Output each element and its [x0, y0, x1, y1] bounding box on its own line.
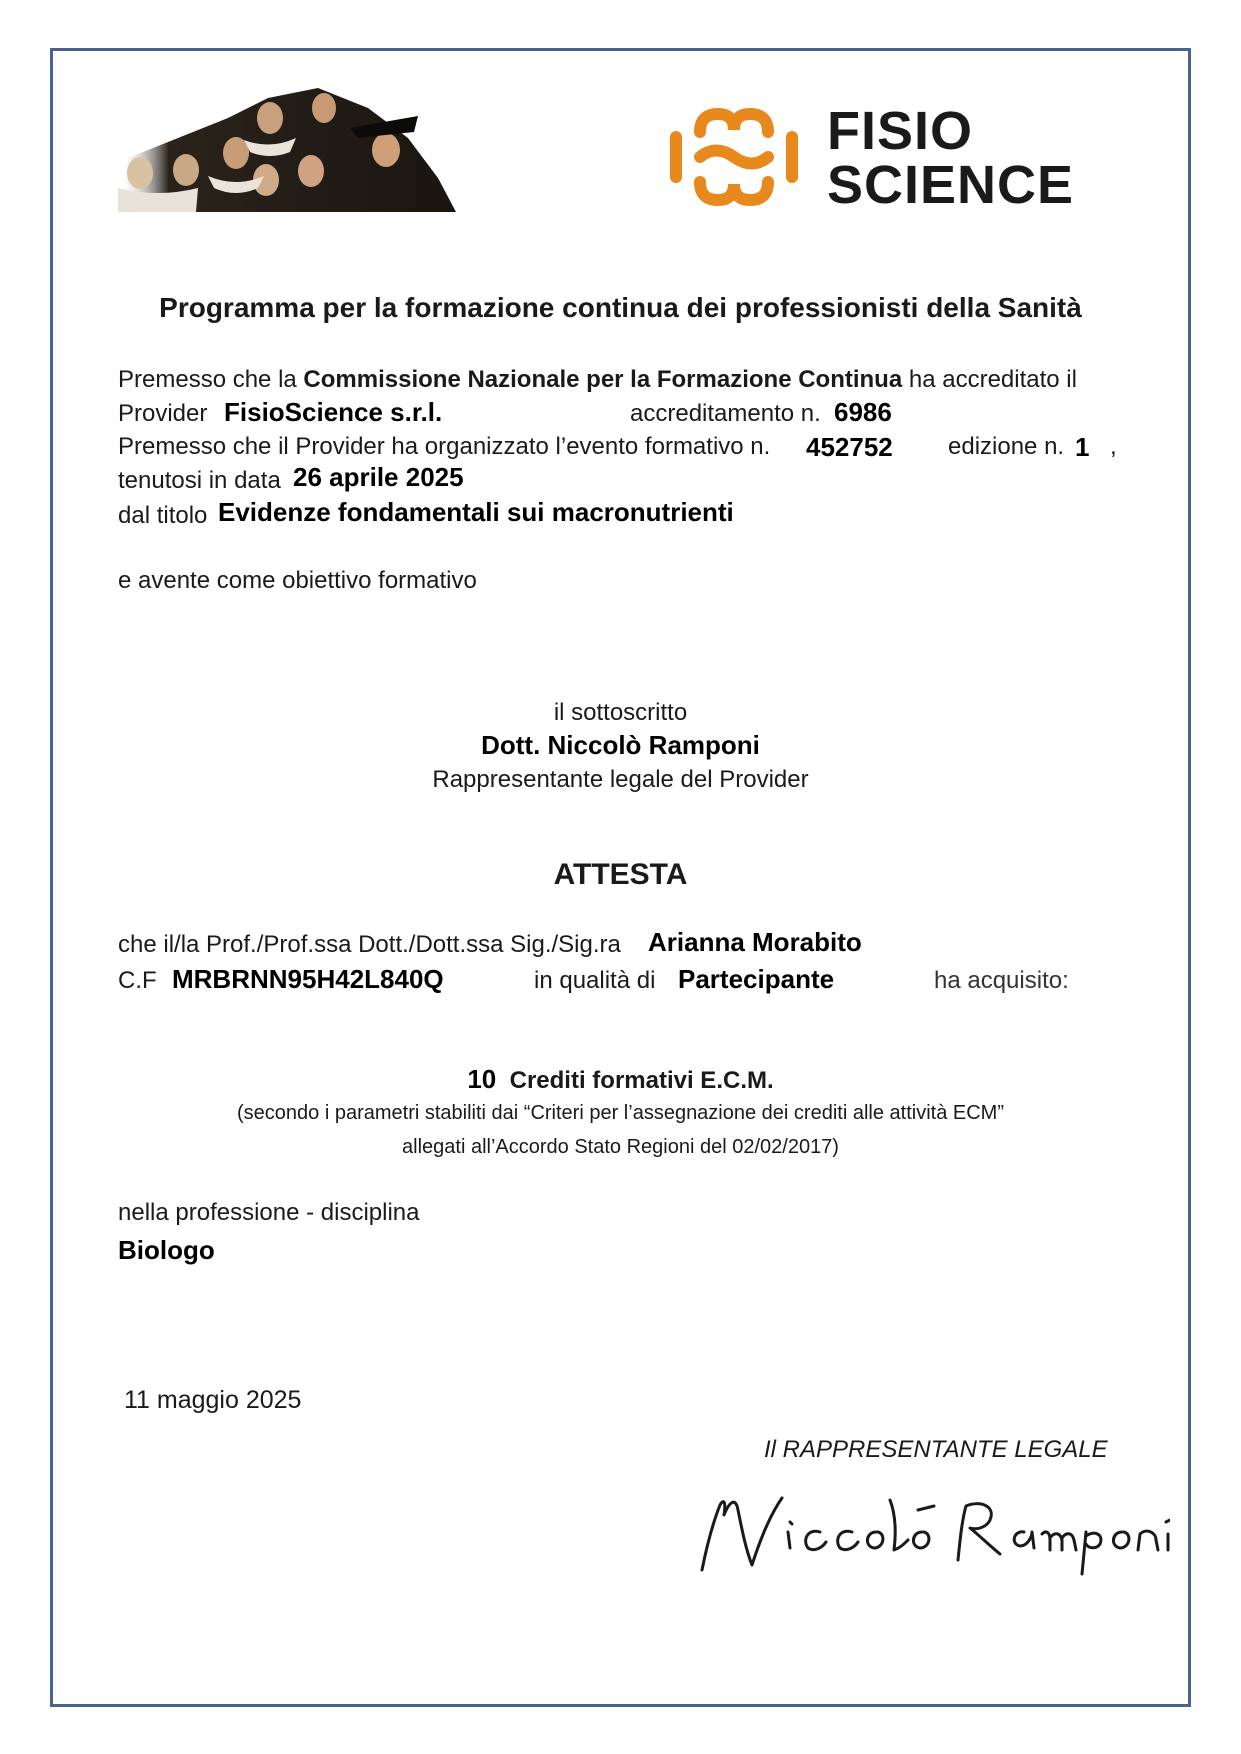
credits-line	[0, 1064, 1241, 1095]
participant-label: che il/la Prof./Prof.ssa Dott./Dott.ssa Sig./Sig.ra	[118, 931, 621, 958]
provider-label: Provider	[118, 400, 208, 427]
premise-suffix: ha accreditato il	[908, 366, 1077, 393]
edition-comma: ,	[1110, 433, 1117, 460]
date-label: tenutosi in data	[118, 467, 281, 494]
event-title-label: dal titolo	[118, 502, 208, 529]
profession-value: Biologo	[118, 1235, 215, 1265]
premise-line1	[118, 366, 1077, 394]
accreditation-label: accreditamento n.	[630, 400, 821, 427]
acquired-label: ha acquisito:	[934, 967, 1069, 994]
signature	[690, 1470, 1170, 1580]
participant-name: Arianna Morabito	[648, 927, 862, 957]
profession-label: nella professione - disciplina	[118, 1199, 420, 1226]
attesta-heading: ATTESTA	[553, 858, 688, 891]
premise-prefix: Premesso che la	[118, 366, 297, 393]
credits-note-1: (secondo i parametri stabiliti dai “Criteri per l’assegnazione dei crediti alle attività ECM”	[237, 1102, 1004, 1124]
issue-date: 11 maggio 2025	[124, 1386, 302, 1414]
fiscal-code: MRBRNN95H42L840Q	[172, 964, 444, 994]
edition-label: edizione n.	[948, 433, 1065, 460]
credits-note-2: allegati all’Accordo Stato Regioni del 02/02/2017)	[402, 1136, 839, 1158]
objective-label: e avente come obiettivo formativo	[118, 567, 477, 594]
signatory-intro: il sottoscritto	[553, 699, 688, 726]
participant-quality: Partecipante	[678, 964, 835, 994]
edition-number: 1	[1075, 432, 1090, 462]
legal-representative-label: Il RAPPRESENTANTE LEGALE	[764, 1436, 1108, 1463]
commission-name: Commissione Nazionale per la Formazione Continua	[303, 366, 903, 393]
event-title: Evidenze fondamentali sui macronutrienti	[218, 497, 734, 527]
provider-name: FisioScience s.r.l.	[224, 397, 443, 427]
event-premise: Premesso che il Provider ha organizzato l’evento formativo n.	[118, 433, 771, 460]
credits-label: Crediti formativi E.C.M.	[509, 1067, 774, 1094]
event-date: 26 aprile 2025	[293, 462, 464, 492]
quality-label: in qualità di	[534, 967, 656, 994]
document-title: Programma per la formazione continua dei professionisti della Sanità	[159, 292, 1082, 323]
fisioscience-logo-icon	[668, 102, 800, 212]
logo-text-line2: SCIENCE	[827, 155, 1075, 215]
signatory-name: Dott. Niccolò Ramponi	[481, 730, 760, 760]
event-number: 452752	[806, 432, 893, 462]
accreditation-number: 6986	[834, 397, 892, 427]
logo-text-line1: FISIO	[827, 101, 974, 161]
cf-label: C.F	[118, 967, 157, 994]
credits-number: 10	[467, 1064, 497, 1094]
anatomy-lesson-painting	[118, 88, 456, 212]
signatory-role: Rappresentante legale del Provider	[432, 766, 809, 793]
